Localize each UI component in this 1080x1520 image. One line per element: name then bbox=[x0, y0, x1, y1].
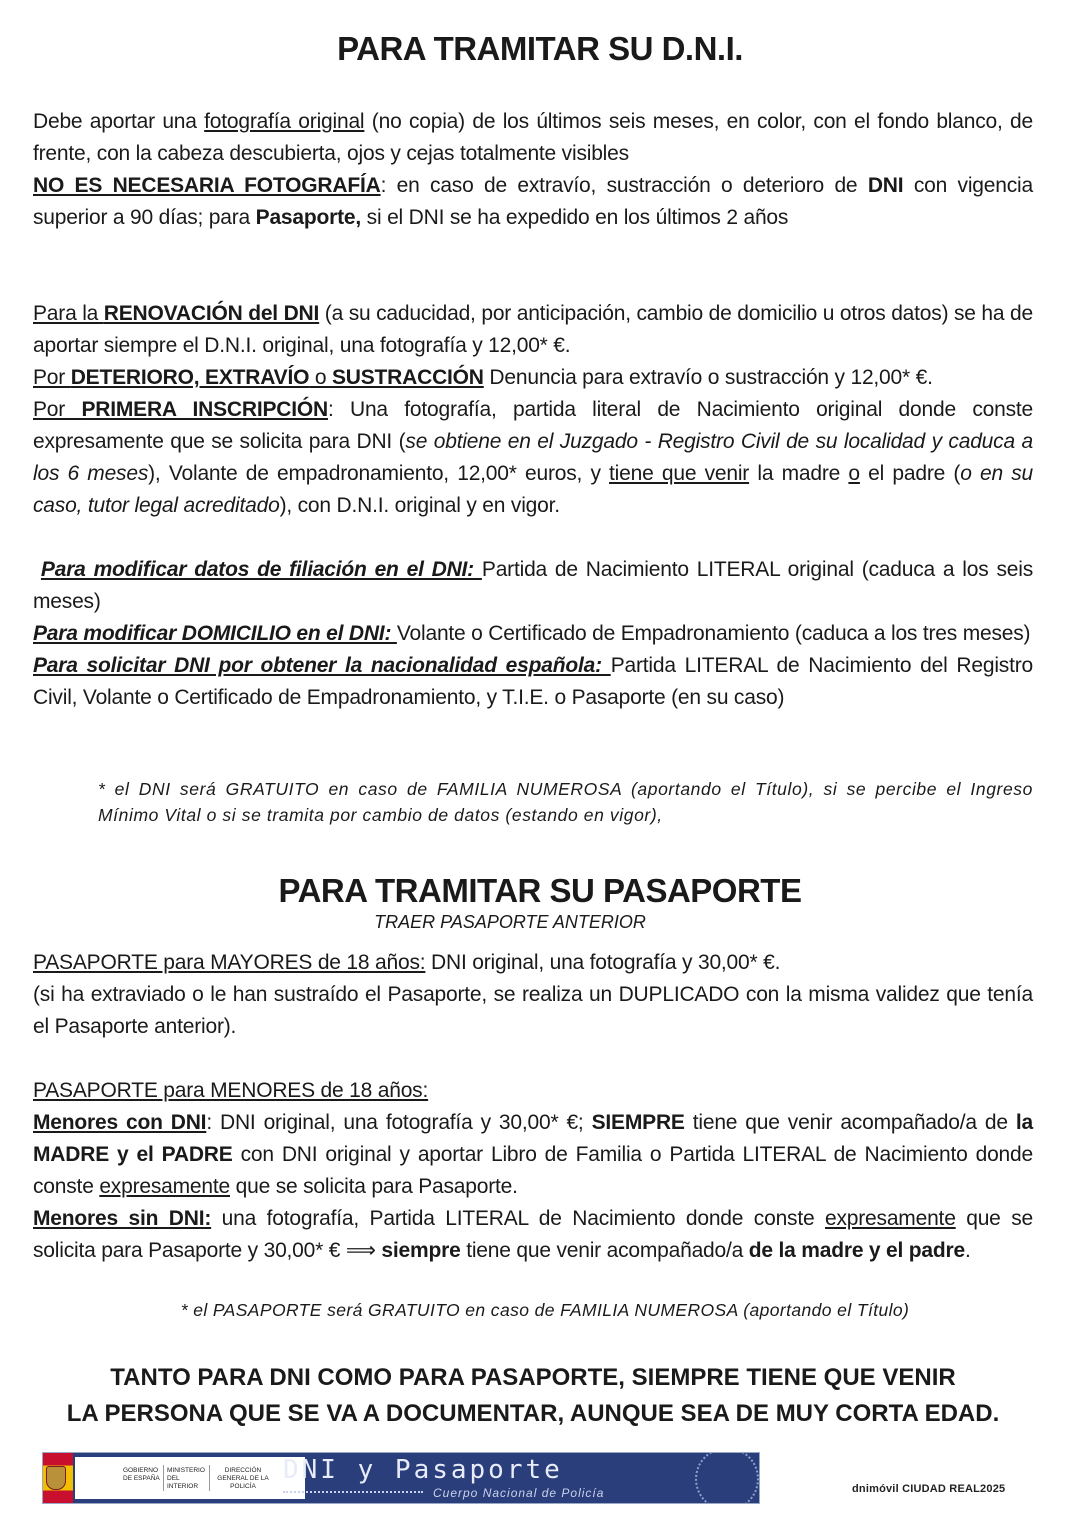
divider bbox=[163, 1465, 164, 1491]
passport-minors-section bbox=[33, 1075, 1033, 1267]
closing-notice bbox=[0, 1360, 1066, 1432]
photo-section bbox=[33, 106, 1033, 234]
filiation-paragraph: Para modificar datos de filiación en el DNI: Partida de Nacimiento LITERAL original (caduca a los seis meses) bbox=[33, 558, 1034, 613]
address-paragraph: Para modificar DOMICILIO en el DNI: Volante o Certificado de Empadronamiento (caduca a los tres meses) bbox=[33, 622, 1031, 645]
minors-with-dni-paragraph: Menores con DNI: DNI original, una fotografía y 30,00* €; SIEMPRE tiene que venir acompañado/a de la MADRE y el PADRE con DNI original y aportar Libro de Familia o Partida LITERAL de Nacimiento donde conste expresamente que se solicita para Pasaporte. bbox=[33, 1111, 1033, 1198]
closing-line-1: TANTO PARA DNI COMO PARA PASAPORTE, SIEMPRE TIENE QUE VENIR bbox=[110, 1364, 956, 1391]
passport-subtitle: TRAER PASAPORTE ANTERIOR bbox=[374, 912, 646, 932]
government-logo bbox=[75, 1457, 305, 1499]
photo-requirement: Debe aportar una fotografía original (no copia) de los últimos seis meses, en color, con el fondo blanco, de frente, con la cabeza descubierta, ojos y cejas totalmente visibles bbox=[33, 110, 1034, 165]
banner-subtitle: Cuerpo Nacional de Policía bbox=[433, 1486, 605, 1500]
renewal-section bbox=[33, 298, 1033, 522]
adults-paragraph: PASAPORTE para MAYORES de 18 años: DNI original, una fotografía y 30,00* €. bbox=[33, 951, 781, 974]
modifications-section bbox=[33, 554, 1033, 714]
photo-exemption: NO ES NECESARIA FOTOGRAFÍA: en caso de extravío, sustracción o deterioro de DNI con vigencia superior a 90 días; para Pasaporte, si el DNI se ha expedido en los últimos 2 años bbox=[33, 174, 1033, 229]
dni-pasaporte-banner bbox=[42, 1452, 760, 1504]
dni-free-note: * el DNI será GRATUITO en caso de FAMILIA NUMEROSA (aportando el Título), si se percibe el Ingreso Mínimo Vital o si se tramita por cambio de datos (estando en vigor), bbox=[98, 779, 1033, 825]
coat-of-arms-icon bbox=[46, 1466, 66, 1490]
banner-dots bbox=[283, 1491, 423, 1495]
minors-heading: PASAPORTE para MENORES de 18 años: bbox=[33, 1079, 429, 1102]
passport-adults-section bbox=[33, 947, 1033, 1043]
ministry-label: MINISTERIO DEL INTERIOR bbox=[167, 1467, 205, 1490]
spain-flag-icon bbox=[43, 1453, 73, 1503]
divider bbox=[209, 1465, 210, 1491]
banner-title: DNI y Pasaporte bbox=[283, 1455, 563, 1485]
footer-credit: dnimóvil CIUDAD REAL2025 bbox=[852, 1483, 1006, 1495]
duplicate-paragraph: (si ha extraviado o le han sustraído el Pasaporte, se realiza un DUPLICADO con la misma validez que tenía el Pasaporte anterior). bbox=[33, 983, 1033, 1038]
renewal-paragraph: Para la RENOVACIÓN del DNI (a su caducidad, por anticipación, cambio de domicilio u otros datos) se ha de aportar siempre el D.N.I. original, una fotografía y 12,00* €. bbox=[33, 302, 1033, 357]
police-emblem-icon bbox=[695, 1452, 759, 1504]
passport-title: PARA TRAMITAR SU PASAPORTE bbox=[278, 872, 802, 909]
minors-without-dni-paragraph: Menores sin DNI: una fotografía, Partida LITERAL de Nacimiento donde conste expresamente que se solicita para Pasaporte y 30,00* € ⟹ siempre tiene que venir acompañado/a de la madre y el padre. bbox=[33, 1207, 1033, 1262]
passport-free-note: * el PASAPORTE será GRATUITO en caso de FAMILIA NUMEROSA (aportando el Título) bbox=[180, 1300, 910, 1320]
first-registration-paragraph: Por PRIMERA INSCRIPCIÓN: Una fotografía, partida literal de Nacimiento original donde conste expresamente que se solicita para DNI (se obtiene en el Juzgado - Registro Civil de su localidad y caduca a los 6 meses), Volante de empadronamiento, 12,00* euros, y tiene que venir la madre o el padre (o en su caso, tutor legal acreditado), con D.N.I. original y en vigor. bbox=[33, 398, 1033, 517]
gov-label: GOBIERNO DE ESPAÑA bbox=[123, 1467, 160, 1482]
dni-title: PARA TRAMITAR SU D.N.I. bbox=[337, 30, 743, 67]
closing-line-2: LA PERSONA QUE SE VA A DOCUMENTAR, AUNQUE SEA DE MUY CORTA EDAD. bbox=[66, 1400, 1000, 1427]
nationality-paragraph: Para solicitar DNI por obtener la nacionalidad española: Partida LITERAL de Nacimiento del Registro Civil, Volante o Certificado de Empadronamiento, y T.I.E. o Pasaporte (en su caso) bbox=[33, 654, 1033, 709]
loss-paragraph: Por DETERIORO, EXTRAVÍO o SUSTRACCIÓN Denuncia para extravío o sustracción y 12,00* €. bbox=[33, 366, 933, 389]
police-directorate-label: DIRECCIÓN GENERAL DE LA POLICÍA bbox=[217, 1467, 269, 1490]
